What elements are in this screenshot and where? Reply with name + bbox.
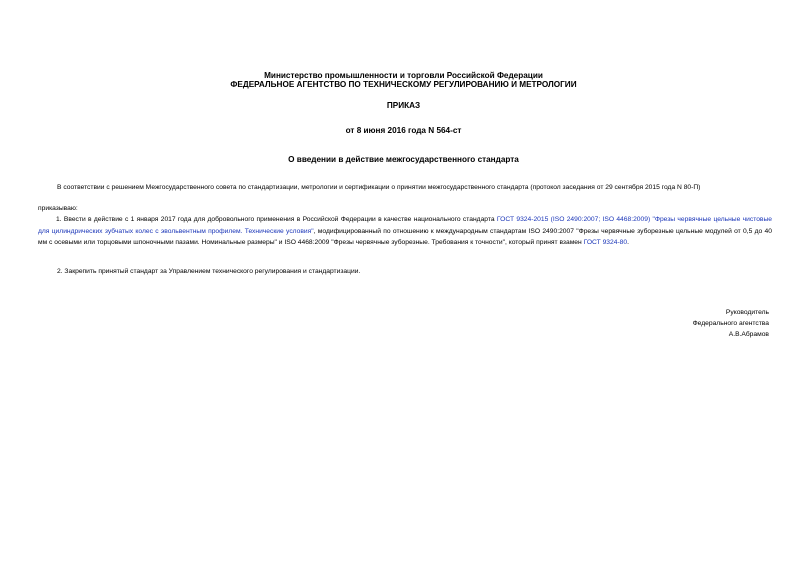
item-1-paragraph [38,214,772,249]
signature-block [693,307,769,340]
item-1-text-end: . [627,239,629,246]
item-2-paragraph: 2. Закрепить принятый стандарт за Управлением технического регулирования и стандартизации. [57,268,361,275]
signature-title-line-2: Федерального агентства [692,320,769,327]
signature-name: А.В.Абрамов [728,331,769,338]
signature-title-line-1: Руководитель [725,309,769,316]
document-type-heading: ПРИКАЗ [386,101,421,110]
date-number-heading: от 8 июня 2016 года N 564-ст [345,126,462,135]
orders-label: приказываю: [38,205,78,212]
intro-paragraph: В соответствии с решением Межгосударственного совета по стандартизации, метрологии и сертификации о принятии межгосударственного стандарта (протокол заседания от 29 сентября 2015 года N 80-П) [57,184,701,191]
subject-heading: О введении в действие межгосударственного стандарта [288,155,519,164]
ministry-heading: Министерство промышленности и торговли Российской Федерации [264,71,543,80]
item-1-text-after: , модифицированный по отношению к международным стандартам ISO 2490:2007 "Фрезы червячные зуборезные цельные модулей от 0,5 до 40 мм с осевыми или торцовыми шпоночными пазами. Номинальные размеры" и ISO 4468:2009 "Фрезы червячные зуборезные. Требования к точности", который принят взамен [38,227,772,246]
agency-heading: ФЕДЕРАЛЬНОЕ АГЕНТСТВО ПО ТЕХНИЧЕСКОМУ РЕГУЛИРОВАНИЮ И МЕТРОЛОГИИ [230,80,577,89]
item-1-text-before: 1. Ввести в действие с 1 января 2017 года для добровольного применения в Российской Федерации в качестве национального стандарта [56,216,497,223]
replaced-standard-link[interactable]: ГОСТ 9324-80 [583,239,628,246]
standard-link[interactable]: ГОСТ 9324-2015 (ISO 2490:2007; ISO 4468:2009) "Фрезы червячные цельные чистовые для цилиндрических зубчатых колес с эвольвентным профилем. Технические условия" [38,216,772,235]
